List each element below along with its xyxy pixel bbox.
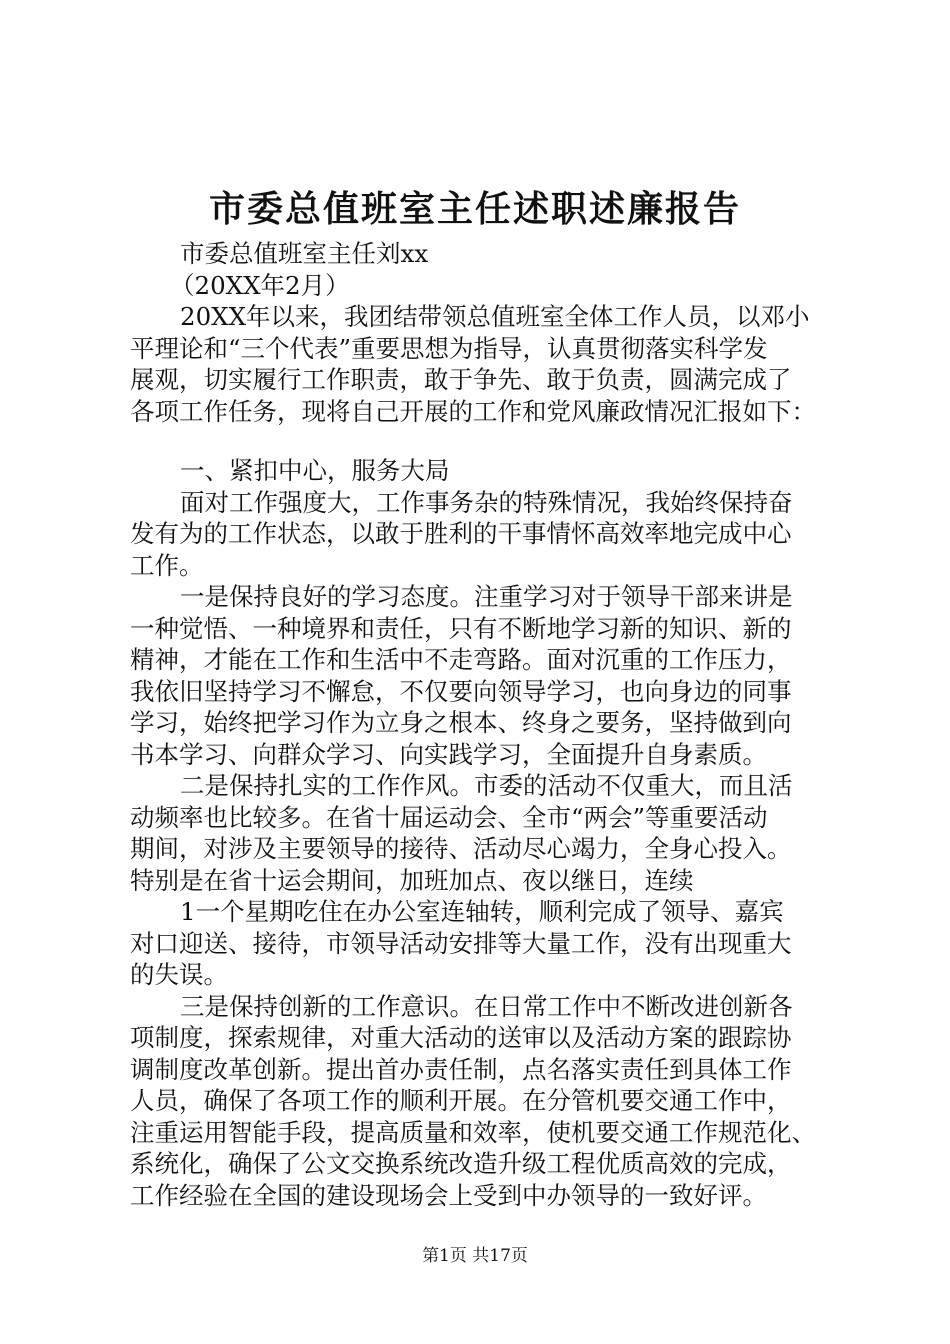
text-line: 人员，确保了各项工作的顺利开展。在分管机要交通工作中， [130, 1086, 792, 1115]
text-line: 我依旧坚持学习不懈怠，不仅要向领导学习，也向身边的同事 [130, 676, 792, 706]
page-number: 第1页 共17页 [422, 1246, 528, 1266]
text-line: 特别是在省十运会期间，加班加点、夜以继日，连续 [130, 865, 694, 895]
text-line: 展观，切实履行工作职责，敢于争先、敢于负责，圆满完成了 [130, 365, 792, 394]
text-line: 一、紧扣中心，服务大局 [180, 456, 450, 485]
text-line: 调制度改革创新。提出首办责任制，点名落实责任到具体工作 [130, 1054, 792, 1084]
date-line: （20XX年2月） [170, 270, 350, 300]
text-line: 注重运用智能手段，提高质量和效率，使机要交通工作规范化、 [130, 1117, 816, 1147]
document-title: 市委总值班室主任述职述廉报告 [208, 188, 741, 230]
author-line: 市委总值班室主任刘xx [180, 239, 429, 268]
text-line: 各项工作任务，现将自己开展的工作和党风廉政情况汇报如下： [130, 396, 816, 426]
document-body [130, 238, 830, 1211]
text-line: 精神，才能在工作和生活中不走弯路。面对沉重的工作压力， [130, 645, 792, 674]
text-line: 对口迎送、接待，市领导活动安排等大量工作，没有出现重大 [130, 928, 792, 958]
text-line: 学习，始终把学习作为立身之根本、终身之要务，坚持做到向 [130, 708, 792, 737]
text-line: 一种觉悟、一种境界和责任，只有不断地学习新的知识、新的 [130, 613, 792, 643]
text-line: 动频率也比较多。在省十届运动会、全市“两会”等重要活动 [130, 802, 768, 832]
text-line: 平理论和“三个代表”重要思想为指导，认真贯彻落实科学发 [130, 333, 768, 363]
text-line: 工作。 [130, 550, 204, 580]
text-line: 项制度，探索规律，对重大活动的送审以及活动方案的跟踪协 [130, 1023, 792, 1052]
paragraph-gap [130, 427, 830, 455]
text-line: 发有为的工作状态，以敢于胜利的干事情怀高效率地完成中心 [130, 519, 792, 548]
text-line: 二是保持扎实的工作作风。市委的活动不仅重大，而且活 [180, 771, 793, 800]
text-line: 工作经验在全国的建设现场会上受到中办领导的一致好评。 [130, 1180, 767, 1210]
text-line: 期间，对涉及主要领导的接待、活动尽心竭力，全身心投入。 [130, 834, 792, 863]
text-line: 系统化，确保了公文交换系统改造升级工程优质高效的完成， [130, 1149, 792, 1178]
text-line: 20XX年以来，我团结带领总值班室全体工作人员，以邓小 [180, 302, 810, 331]
text-line: 1一个星期吃住在办公室连轴转，顺利完成了领导、嘉宾 [180, 897, 784, 926]
text-line: 的失误。 [130, 960, 228, 989]
text-line: 一是保持良好的学习态度。注重学习对于领导干部来讲是 [180, 582, 793, 611]
text-line: 面对工作强度大，工作事务杂的特殊情况，我始终保持奋 [180, 487, 793, 517]
text-line: 书本学习、向群众学习、向实践学习，全面提升自身素质。 [130, 739, 767, 769]
text-line: 三是保持创新的工作意识。在日常工作中不断改进创新各 [180, 991, 793, 1021]
